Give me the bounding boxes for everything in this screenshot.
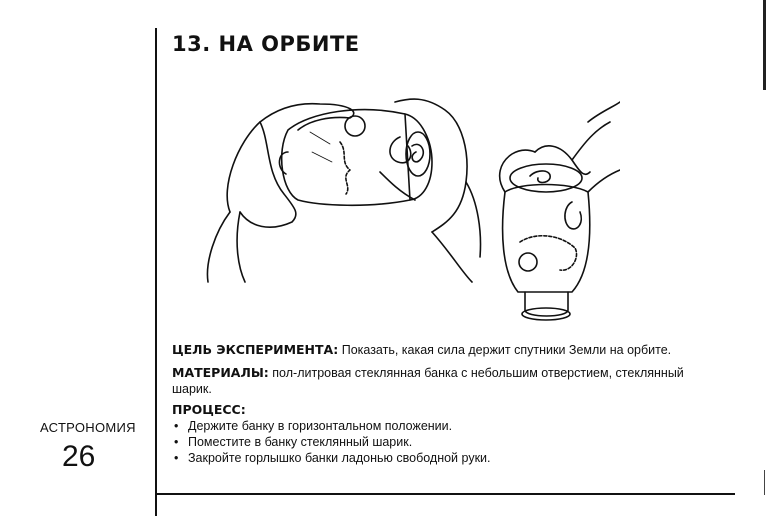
process-heading: ПРОЦЕСС:: [172, 402, 246, 417]
materials: [172, 365, 722, 397]
margin-rule: [155, 28, 157, 516]
scan-edge-mark: [763, 0, 766, 90]
horizontal-jar-drawing: [207, 99, 480, 282]
page-title: 13. НА ОРБИТЕ: [172, 32, 360, 56]
bottom-rule: [155, 493, 735, 495]
section-category: АСТРОНОМИЯ: [40, 420, 136, 435]
experiment-goal: [172, 342, 742, 358]
process-steps: [172, 418, 491, 466]
inverted-jar-drawing: [500, 102, 620, 320]
goal-text: Показать, какая сила держит спутники Земли на орбите.: [338, 343, 672, 357]
materials-label: МАТЕРИАЛЫ:: [172, 365, 269, 380]
process-step: • Поместите в банку стеклянный шарик.: [172, 434, 491, 450]
page-number: 26: [62, 440, 96, 473]
experiment-illustration: [200, 82, 620, 332]
materials-text: пол-литровая стеклянная банка с небольшим отверстием, стеклянный шарик.: [172, 366, 684, 396]
goal-label: ЦЕЛЬ ЭКСПЕРИМЕНТА:: [172, 342, 339, 357]
scan-edge-mark: [764, 470, 765, 495]
process-step: • Держите банку в горизонтальном положении.: [172, 418, 491, 434]
process-step: • Закройте горлышко банки ладонью свободной руки.: [172, 450, 491, 466]
